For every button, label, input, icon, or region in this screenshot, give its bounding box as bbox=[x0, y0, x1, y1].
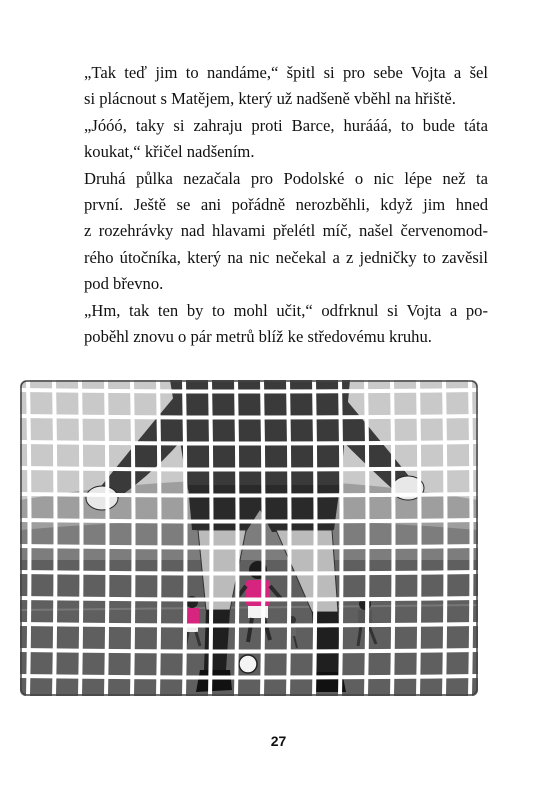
text-line: rého útočníka, který na nic nečekal a z jedničky to zavěsil bbox=[84, 247, 488, 267]
net-line-horizontal bbox=[20, 650, 478, 652]
net-line-vertical bbox=[262, 380, 264, 696]
net-line-vertical bbox=[340, 380, 342, 696]
goal-net-scene bbox=[20, 380, 478, 696]
body-text bbox=[68, 60, 488, 350]
net-line-horizontal bbox=[20, 468, 478, 470]
net-line-vertical bbox=[392, 380, 394, 696]
net-line-vertical bbox=[314, 380, 316, 696]
paragraph bbox=[68, 60, 488, 113]
text-line: Druhá půlka nezačala pro Podolské o nic lépe než ta bbox=[84, 168, 488, 188]
net-line-vertical bbox=[80, 380, 82, 696]
text-line: „Hm, tak ten by to mohl učit,“ odfrknul si Vojta a po- bbox=[84, 300, 488, 320]
net-line-vertical bbox=[158, 380, 160, 696]
net-line-vertical bbox=[288, 380, 290, 696]
net-line-vertical bbox=[210, 380, 212, 696]
paragraph bbox=[68, 298, 488, 351]
text-line: si plácnout s Matějem, který už nadšeně vběhl na hřiště. bbox=[84, 89, 456, 109]
net-line-vertical bbox=[236, 380, 238, 696]
text-line: poběhl znovu o pár metrů blíž ke středovému kruhu. bbox=[84, 327, 432, 347]
text-line: „Tak teď jim to nandáme,“ špitl si pro sebe Vojta a šel bbox=[84, 63, 488, 82]
net-line-horizontal bbox=[20, 416, 478, 418]
paragraph bbox=[68, 166, 488, 298]
football bbox=[239, 655, 257, 673]
net-line-horizontal bbox=[20, 572, 478, 574]
text-line: pod břevno. bbox=[84, 274, 164, 294]
net-line-horizontal bbox=[20, 624, 478, 626]
net-line-horizontal bbox=[20, 598, 478, 600]
net-line-vertical bbox=[184, 380, 186, 696]
page-number: 27 bbox=[270, 733, 287, 749]
net-line-horizontal bbox=[20, 546, 478, 548]
football-illustration bbox=[20, 380, 478, 696]
text-line: z rozehrávky nad hlavami přelétl míč, našel červenomod- bbox=[84, 221, 488, 241]
net-line-horizontal bbox=[20, 442, 478, 444]
net-line-vertical bbox=[132, 380, 134, 696]
net-line-vertical bbox=[106, 380, 108, 696]
paragraph bbox=[68, 113, 488, 166]
text-line: první. Ještě se ani pořádně nerozběhli, když jim hned bbox=[84, 195, 488, 215]
net-line-vertical bbox=[366, 380, 368, 696]
text-line: „Jóóó, taky si zahraju proti Barce, hurááá, to bude táta bbox=[84, 115, 488, 135]
net-line-vertical bbox=[418, 380, 420, 696]
net-line-horizontal bbox=[20, 390, 478, 392]
text-line: koukat,“ křičel nadšením. bbox=[84, 142, 255, 162]
net-line-horizontal bbox=[20, 676, 478, 678]
net-line-horizontal bbox=[20, 520, 478, 522]
net-line-horizontal bbox=[20, 494, 478, 496]
